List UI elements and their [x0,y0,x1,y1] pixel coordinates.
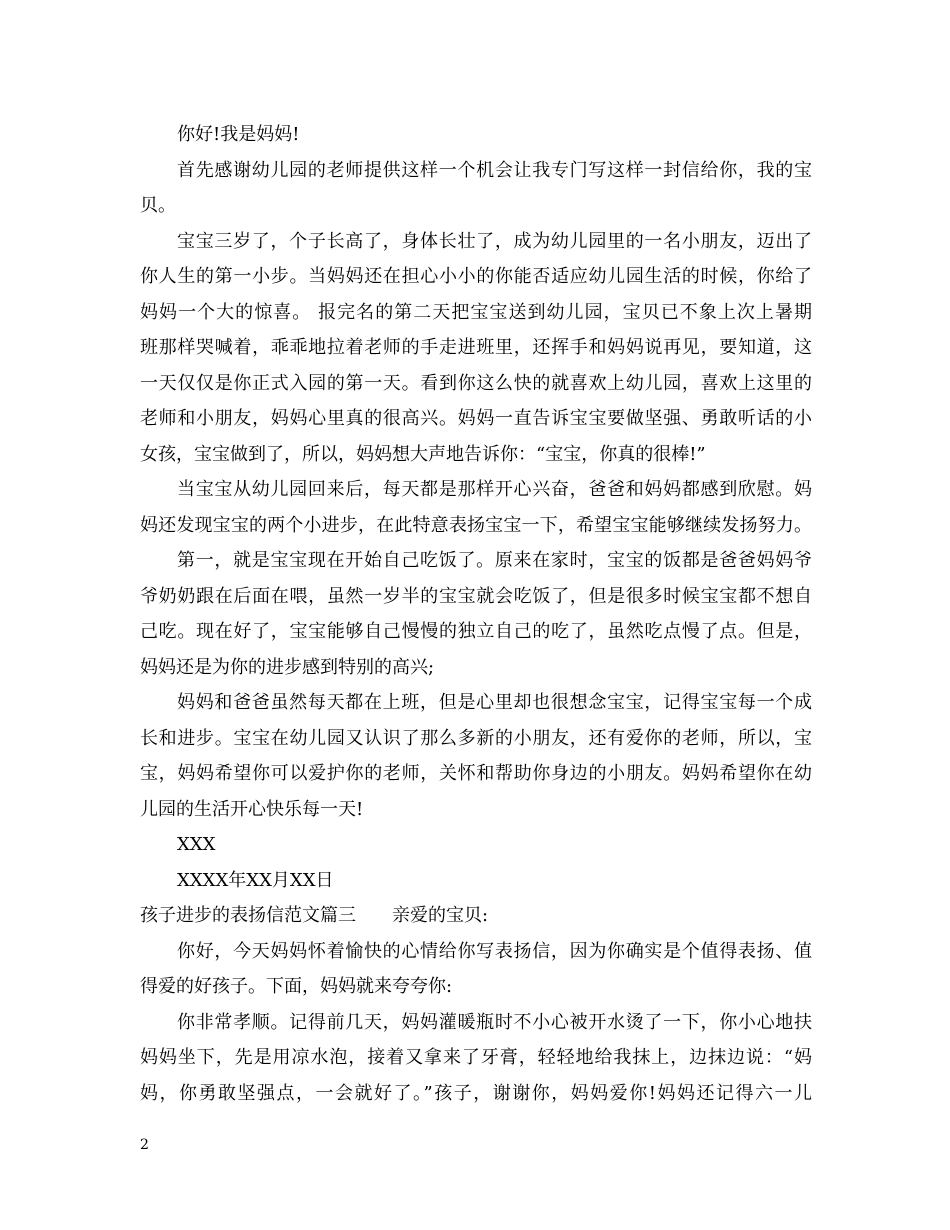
paragraph-line: 第一，就是宝宝现在开始自己吃饭了。原来在家时，宝宝的饭都是爸爸妈妈爷 [177,550,812,571]
signature-line: XXX [177,834,216,855]
paragraph-line: 妈妈一个大的惊喜。 报完名的第二天把宝宝送到幼儿园，宝贝已不象上次上暑期 [140,301,812,323]
paragraph-line: 妈妈和爸爸虽然每天都在上班，但是心里却也很想念宝宝，记得宝宝每一个成 [177,692,812,713]
paragraph-line: 你人生的第一小步。当妈妈还在担心小小的你能否适应幼儿园生活的时候，你给了 [140,266,812,287]
paragraph-line: 你好，今天妈妈怀着愉快的心情给你写表扬信，因为你确实是个值得表扬、值 [177,940,812,962]
paragraph-line: 妈，你勇敢坚强点，一会就好了。”孩子，谢谢你，妈妈爱你!妈妈还记得六一儿 [140,1082,812,1104]
paragraph-line: 你非常孝顺。记得前几天，妈妈灌暖瓶时不小心被开水烫了一下，你小心地扶 [177,1011,812,1033]
paragraph-line: 宝宝三岁了，个子长高了，身体长壮了，成为幼儿园里的一名小朋友，迈出了 [177,230,812,252]
paragraph-line: 班那样哭喊着，乖乖地拉着老师的手走进班里，还挥手和妈妈说再见，要知道，这 [140,337,812,358]
paragraph-line: 首先感谢幼儿园的老师提供这样一个机会让我专门写这样一封信给你，我的宝 [177,159,812,181]
paragraph-line: 得爱的好孩子。下面，妈妈就来夸夸你: [140,976,453,997]
paragraph-line: 儿园的生活开心快乐每一天! [140,798,364,820]
paragraph-line: 女孩，宝宝做到了，所以，妈妈想大声地告诉你：“宝宝，你真的很棒!” [140,443,706,465]
greeting-line: 你好!我是妈妈! [177,124,300,145]
section-heading: 孩子进步的表扬信范文篇三 亲爱的宝贝: [140,905,489,926]
paragraph-line: 妈妈坐下，先是用凉水泡，接着又拿来了牙膏，轻轻地给我抹上，边抹边说：“妈 [140,1047,812,1068]
paragraph-line: 贝。 [140,195,176,216]
paragraph-line: 老师和小朋友，妈妈心里真的很高兴。妈妈一直告诉宝宝要做坚强、勇敢听话的小 [140,408,812,429]
paragraph-line: 长和进步。宝宝在幼儿园又认识了那么多新的小朋友，还有爱你的老师，所以，宝 [140,727,812,749]
paragraph-line: 当宝宝从幼儿园回来后，每天都是那样开心兴奋，爸爸和妈妈都感到欣慰。妈 [177,479,812,500]
date-line: XXXX年XX月XX日 [177,869,334,891]
paragraph-line: 妈妈还是为你的进步感到特别的高兴; [140,656,435,678]
paragraph-line: 一天仅仅是你正式入园的第一天。看到你这么快的就喜欢上幼儿园，喜欢上这里的 [140,372,812,394]
paragraph-line: 宝，妈妈希望你可以爱护你的老师，关怀和帮助你身边的小朋友。妈妈希望你在幼 [140,763,812,784]
page-number: 2 [140,1137,149,1153]
paragraph-line: 爷奶奶跟在后面在喂，虽然一岁半的宝宝就会吃饭了，但是很多时候宝宝都不想自 [140,585,812,607]
paragraph-line: 己吃。现在好了，宝宝能够自己慢慢的独立自己的吃了，虽然吃点慢了点。但是， [140,621,812,642]
letter-body [140,117,812,1111]
paragraph-line: 妈还发现宝宝的两个小进步，在此特意表扬宝宝一下，希望宝宝能够继续发扬努力。 [140,514,812,536]
